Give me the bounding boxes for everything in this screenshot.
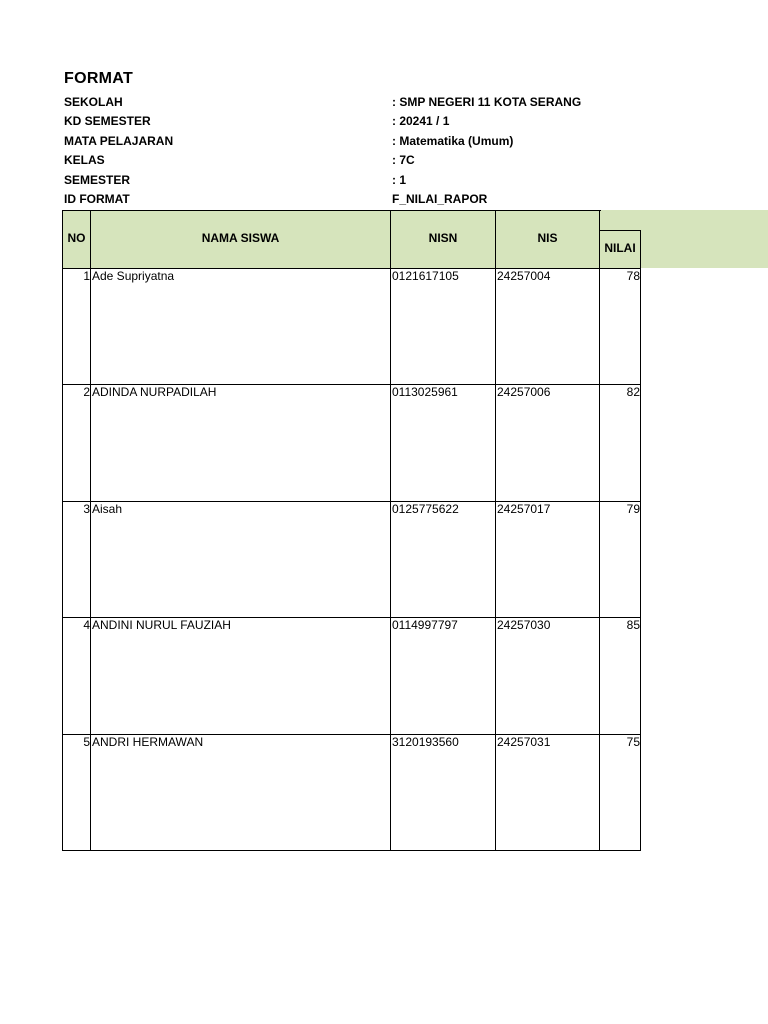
cell-no: 2 — [83, 385, 90, 399]
cell-no: 4 — [83, 618, 90, 632]
grid-line — [390, 210, 391, 851]
cell-nis: 24257004 — [497, 269, 551, 283]
info-row-semester — [0, 173, 768, 192]
info-label: ID FORMAT — [64, 192, 130, 206]
cell-nisn: 0113025961 — [392, 385, 458, 399]
grid-line — [640, 230, 641, 851]
info-label: KELAS — [64, 153, 105, 167]
cell-no: 3 — [83, 502, 90, 516]
info-row-kelas — [0, 153, 768, 172]
cell-nama-siswa: Ade Supriyatna — [92, 269, 175, 283]
column-header-nis: NIS — [537, 231, 558, 245]
cell-nilai: 85 — [626, 618, 640, 632]
cell-nama-siswa: ADINDA NURPADILAH — [92, 385, 217, 399]
info-value: : SMP NEGERI 11 KOTA SERANG — [392, 95, 582, 109]
info-label: MATA PELAJARAN — [64, 134, 174, 148]
cell-nama-siswa: Aisah — [92, 502, 123, 516]
cell-nama-siswa: ANDINI NURUL FAUZIAH — [92, 618, 231, 632]
info-value: : Matematika (Umum) — [392, 134, 514, 148]
cell-nilai: 75 — [626, 735, 640, 749]
grid-line — [62, 210, 601, 211]
cell-nisn: 3120193560 — [392, 735, 459, 749]
info-value: : 1 — [392, 173, 407, 187]
table-header-background-extension — [600, 210, 768, 268]
column-header-nisn: NISN — [428, 231, 458, 245]
info-row-id-format — [0, 192, 768, 211]
grid-line — [62, 850, 641, 851]
cell-no: 5 — [83, 735, 90, 749]
grid-line — [495, 210, 496, 851]
column-header-nilai: NILAI — [604, 241, 636, 255]
cell-nisn: 0114997797 — [392, 618, 458, 632]
info-row-kd-semester — [0, 114, 768, 133]
cell-nis: 24257006 — [497, 385, 551, 399]
info-value: F_NILAI_RAPOR — [392, 192, 488, 206]
grid-line — [599, 210, 600, 851]
info-row-sekolah — [0, 95, 768, 114]
info-value: : 7C — [392, 153, 415, 167]
cell-nilai: 82 — [626, 385, 640, 399]
cell-nilai: 78 — [626, 269, 640, 283]
info-label: KD SEMESTER — [64, 114, 151, 128]
grid-line — [62, 210, 63, 851]
info-label: SEMESTER — [64, 173, 131, 187]
info-value: : 20241 / 1 — [392, 114, 450, 128]
page-title: FORMAT — [64, 70, 134, 87]
info-row-mata-pelajaran — [0, 134, 768, 153]
cell-nisn: 0125775622 — [392, 502, 459, 516]
cell-nilai: 79 — [626, 502, 640, 516]
cell-nis: 24257017 — [497, 502, 551, 516]
cell-nisn: 0121617105 — [392, 269, 459, 283]
column-header-nama-siswa: NAMA SISWA — [201, 231, 280, 245]
cell-no: 1 — [83, 269, 90, 283]
cell-nis: 24257031 — [497, 735, 551, 749]
column-header-no: NO — [67, 231, 86, 245]
cell-nis: 24257030 — [497, 618, 551, 632]
grid-line — [90, 210, 91, 851]
grid-line — [62, 501, 641, 502]
cell-nama-siswa: ANDRI HERMAWAN — [92, 735, 204, 749]
grid-line — [600, 230, 641, 231]
info-label: SEKOLAH — [64, 95, 123, 109]
